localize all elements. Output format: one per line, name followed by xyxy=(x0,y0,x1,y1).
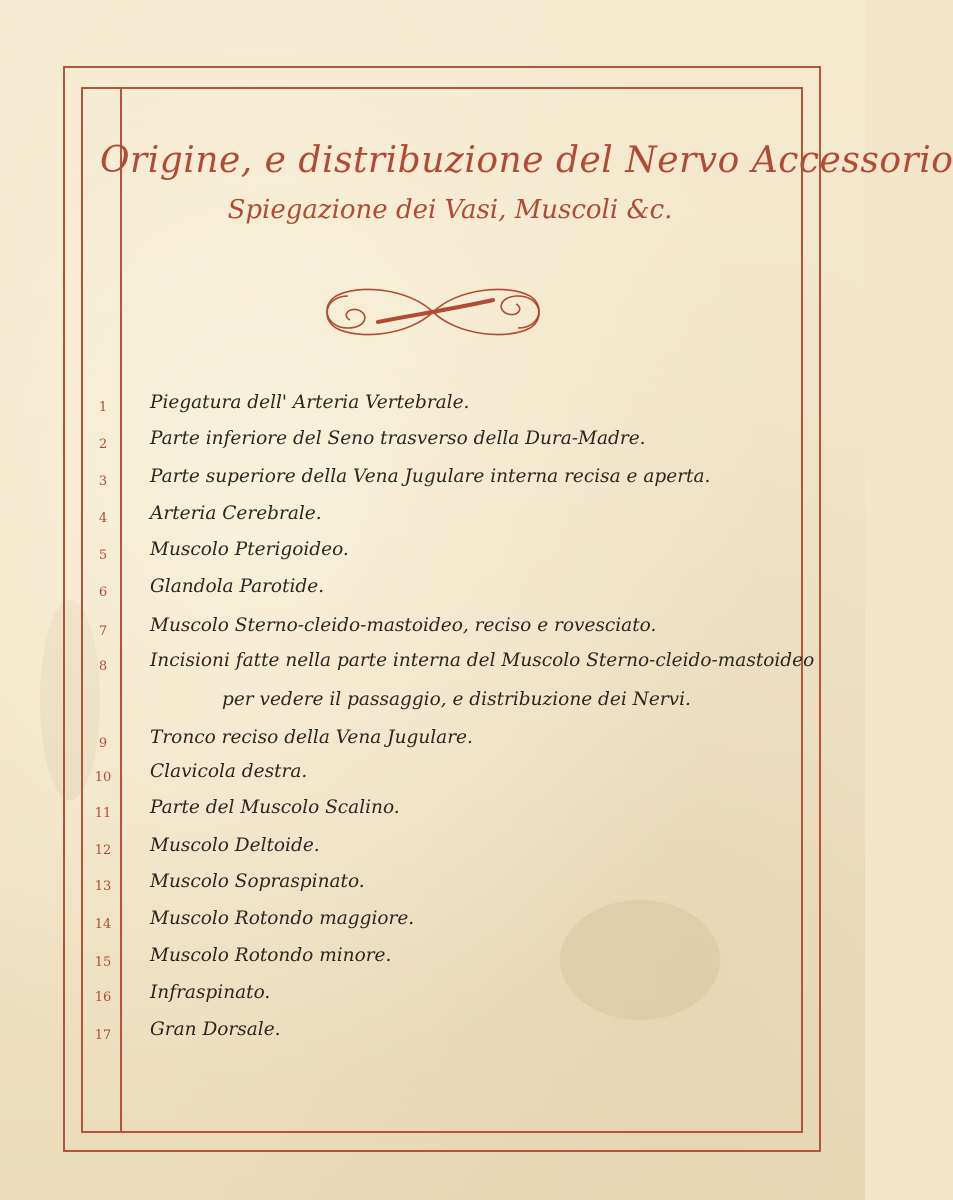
item-number: 1 xyxy=(98,400,108,415)
item-number: 13 xyxy=(94,879,112,894)
item-number: 3 xyxy=(98,474,108,489)
item-text: Muscolo Pterigoideo. xyxy=(150,539,349,560)
item-text: Muscolo Rotondo minore. xyxy=(150,945,392,966)
item-text: Parte inferiore del Seno trasverso della Dura-Madre. xyxy=(150,428,646,449)
item-text: Muscolo Sterno-cleido-mastoideo, reciso e rovesciato. xyxy=(150,615,657,636)
item-number: 15 xyxy=(94,955,112,970)
calligraphic-flourish-ornament xyxy=(318,282,548,342)
item-number: 5 xyxy=(98,548,108,563)
item-number: 11 xyxy=(94,806,112,821)
item-number: 2 xyxy=(98,437,108,452)
item-text: Infraspinato. xyxy=(150,982,271,1003)
item-number: 9 xyxy=(98,736,108,751)
item-number: 17 xyxy=(94,1028,112,1043)
item-number: 10 xyxy=(94,770,112,785)
item-text: Muscolo Sopraspinato. xyxy=(150,871,365,892)
item-text: Glandola Parotide. xyxy=(150,576,325,597)
item-text: Parte del Muscolo Scalino. xyxy=(150,797,400,818)
page-title: Origine, e distribuzione del Nervo Accessorio xyxy=(100,140,953,181)
inner-border xyxy=(81,87,953,1133)
item-number: 7 xyxy=(98,624,108,639)
item-text-continuation: per vedere il passaggio, e distribuzione dei Nervi. xyxy=(222,689,691,710)
item-text: Arteria Cerebrale. xyxy=(150,503,322,524)
item-number: 14 xyxy=(94,917,112,932)
margin-rule xyxy=(120,88,122,1132)
page-subtitle: Spiegazione dei Vasi, Muscoli &c. xyxy=(227,195,673,225)
item-number: 12 xyxy=(94,843,112,858)
item-text: Gran Dorsale. xyxy=(150,1019,281,1040)
item-text: Piegatura dell' Arteria Vertebrale. xyxy=(150,392,470,413)
item-number: 16 xyxy=(94,990,112,1005)
item-text: Tronco reciso della Vena Jugulare. xyxy=(150,727,473,748)
item-number: 8 xyxy=(98,659,108,674)
item-number: 6 xyxy=(98,585,108,600)
item-text: Clavicola destra. xyxy=(150,761,308,782)
item-text: Incisioni fatte nella parte interna del Muscolo Sterno-cleido-mastoideo xyxy=(150,650,815,671)
item-text: Muscolo Deltoide. xyxy=(150,835,320,856)
item-text: Muscolo Rotondo maggiore. xyxy=(150,908,415,929)
item-number: 4 xyxy=(98,511,108,526)
item-text: Parte superiore della Vena Jugulare interna recisa e aperta. xyxy=(150,466,711,487)
